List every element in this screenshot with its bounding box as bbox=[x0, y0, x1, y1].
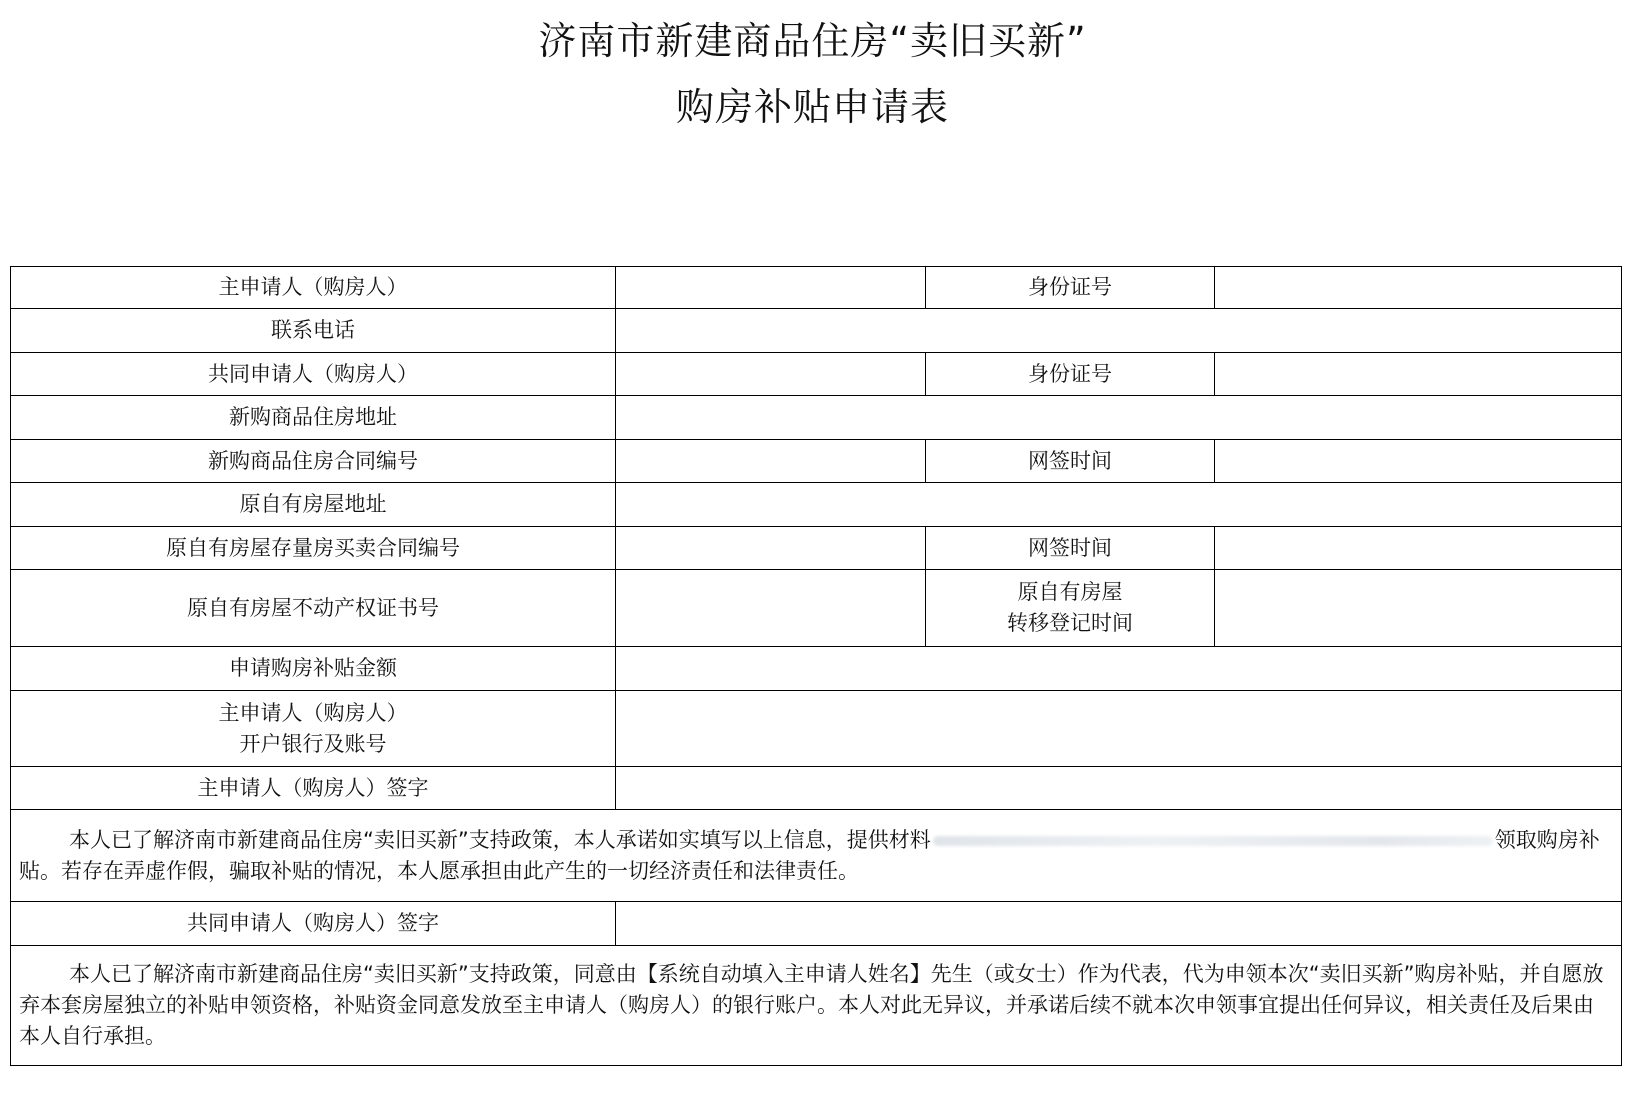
label-main-applicant: 主申请人（购房人） bbox=[11, 267, 616, 309]
label-transfer-time-line-2: 转移登记时间 bbox=[1007, 611, 1133, 635]
co-declaration bbox=[11, 946, 1622, 1066]
field-transfer-time[interactable] bbox=[1215, 570, 1622, 647]
label-bank-line-2: 开户银行及账号 bbox=[239, 731, 387, 756]
declaration-text-part-2: 领取购房补贴。若存在弄虚作假，骗取补贴的情况，本人愿承担由此产生的一切经济责任和法律责任。 bbox=[19, 827, 1600, 883]
label-new-house-address: 新购商品住房地址 bbox=[11, 396, 616, 440]
row-co-signature bbox=[11, 902, 1622, 946]
row-co-declaration bbox=[11, 946, 1622, 1066]
label-transfer-time-line-1: 原自有房屋 bbox=[1017, 580, 1123, 604]
row-main-signature bbox=[11, 767, 1622, 810]
label-original-house-cert-no: 原自有房屋不动产权证书号 bbox=[11, 570, 616, 647]
co-declaration-text: 本人已了解济南市新建商品住房“卖旧买新”支持政策，同意由【系统自动填入主申请人姓名】先生（或女士）作为代表，代为申领本次“卖旧买新”购房补贴，并自愿放弃本套房屋独立的补贴申领资格，补贴资金同意发放至主申请人（购房人）的银行账户。本人对此无异议，并承诺后续不就本次申领事宜提出任何异议，相关责任及后果由本人自行承担。 bbox=[19, 962, 1604, 1048]
subsidy-application-table bbox=[10, 266, 1622, 1066]
row-new-house-contract bbox=[11, 440, 1622, 483]
row-bank-account bbox=[11, 691, 1622, 767]
field-main-applicant[interactable] bbox=[616, 267, 926, 309]
field-new-house-address[interactable] bbox=[616, 396, 1622, 440]
field-co-applicant[interactable] bbox=[616, 353, 926, 396]
field-co-signature[interactable] bbox=[616, 902, 1622, 946]
row-subsidy-amount bbox=[11, 647, 1622, 691]
label-online-sign-time: 网签时间 bbox=[926, 440, 1215, 483]
field-subsidy-amount[interactable] bbox=[616, 647, 1622, 691]
row-co-applicant bbox=[11, 353, 1622, 396]
main-declaration bbox=[11, 810, 1622, 902]
field-original-house-contract-no[interactable] bbox=[616, 527, 926, 570]
label-subsidy-amount: 申请购房补贴金额 bbox=[11, 647, 616, 691]
label-original-house-address: 原自有房屋地址 bbox=[11, 483, 616, 527]
field-co-applicant-id[interactable] bbox=[1215, 353, 1622, 396]
field-original-house-sign-time[interactable] bbox=[1215, 527, 1622, 570]
form-title-line-2: 购房补贴申请表 bbox=[675, 85, 949, 129]
row-original-house-address bbox=[11, 483, 1622, 527]
field-original-house-cert-no[interactable] bbox=[616, 570, 926, 647]
label-transfer-time bbox=[926, 570, 1215, 647]
field-new-house-sign-time[interactable] bbox=[1215, 440, 1622, 483]
field-phone[interactable] bbox=[616, 309, 1622, 353]
row-main-applicant bbox=[11, 267, 1622, 309]
field-bank-account[interactable] bbox=[616, 691, 1622, 767]
label-phone: 联系电话 bbox=[11, 309, 616, 353]
row-phone bbox=[11, 309, 1622, 353]
label-co-id-number: 身份证号 bbox=[926, 353, 1215, 396]
field-new-house-contract-no[interactable] bbox=[616, 440, 926, 483]
label-co-signature: 共同申请人（购房人）签字 bbox=[11, 902, 616, 946]
row-main-declaration bbox=[11, 810, 1622, 902]
redacted-blur bbox=[933, 836, 1493, 846]
declaration-text-part-1: 本人已了解济南市新建商品住房“卖旧买新”支持政策，本人承诺如实填写以上信息，提供材料 bbox=[69, 827, 931, 852]
label-original-house-contract-no: 原自有房屋存量房买卖合同编号 bbox=[11, 527, 616, 570]
field-original-house-address[interactable] bbox=[616, 483, 1622, 527]
label-co-applicant: 共同申请人（购房人） bbox=[11, 353, 616, 396]
field-main-signature[interactable] bbox=[616, 767, 1622, 810]
label-new-house-contract-no: 新购商品住房合同编号 bbox=[11, 440, 616, 483]
label-bank-line-1: 主申请人（购房人） bbox=[218, 700, 408, 725]
label-original-online-sign-time: 网签时间 bbox=[926, 527, 1215, 570]
row-new-house-address bbox=[11, 396, 1622, 440]
form-title-line-1: 济南市新建商品住房“卖旧买新” bbox=[538, 19, 1087, 63]
label-id-number: 身份证号 bbox=[926, 267, 1215, 309]
label-bank-account bbox=[11, 691, 616, 767]
row-original-house-contract bbox=[11, 527, 1622, 570]
label-main-signature: 主申请人（购房人）签字 bbox=[11, 767, 616, 810]
field-main-applicant-id[interactable] bbox=[1215, 267, 1622, 309]
row-original-house-cert bbox=[11, 570, 1622, 647]
